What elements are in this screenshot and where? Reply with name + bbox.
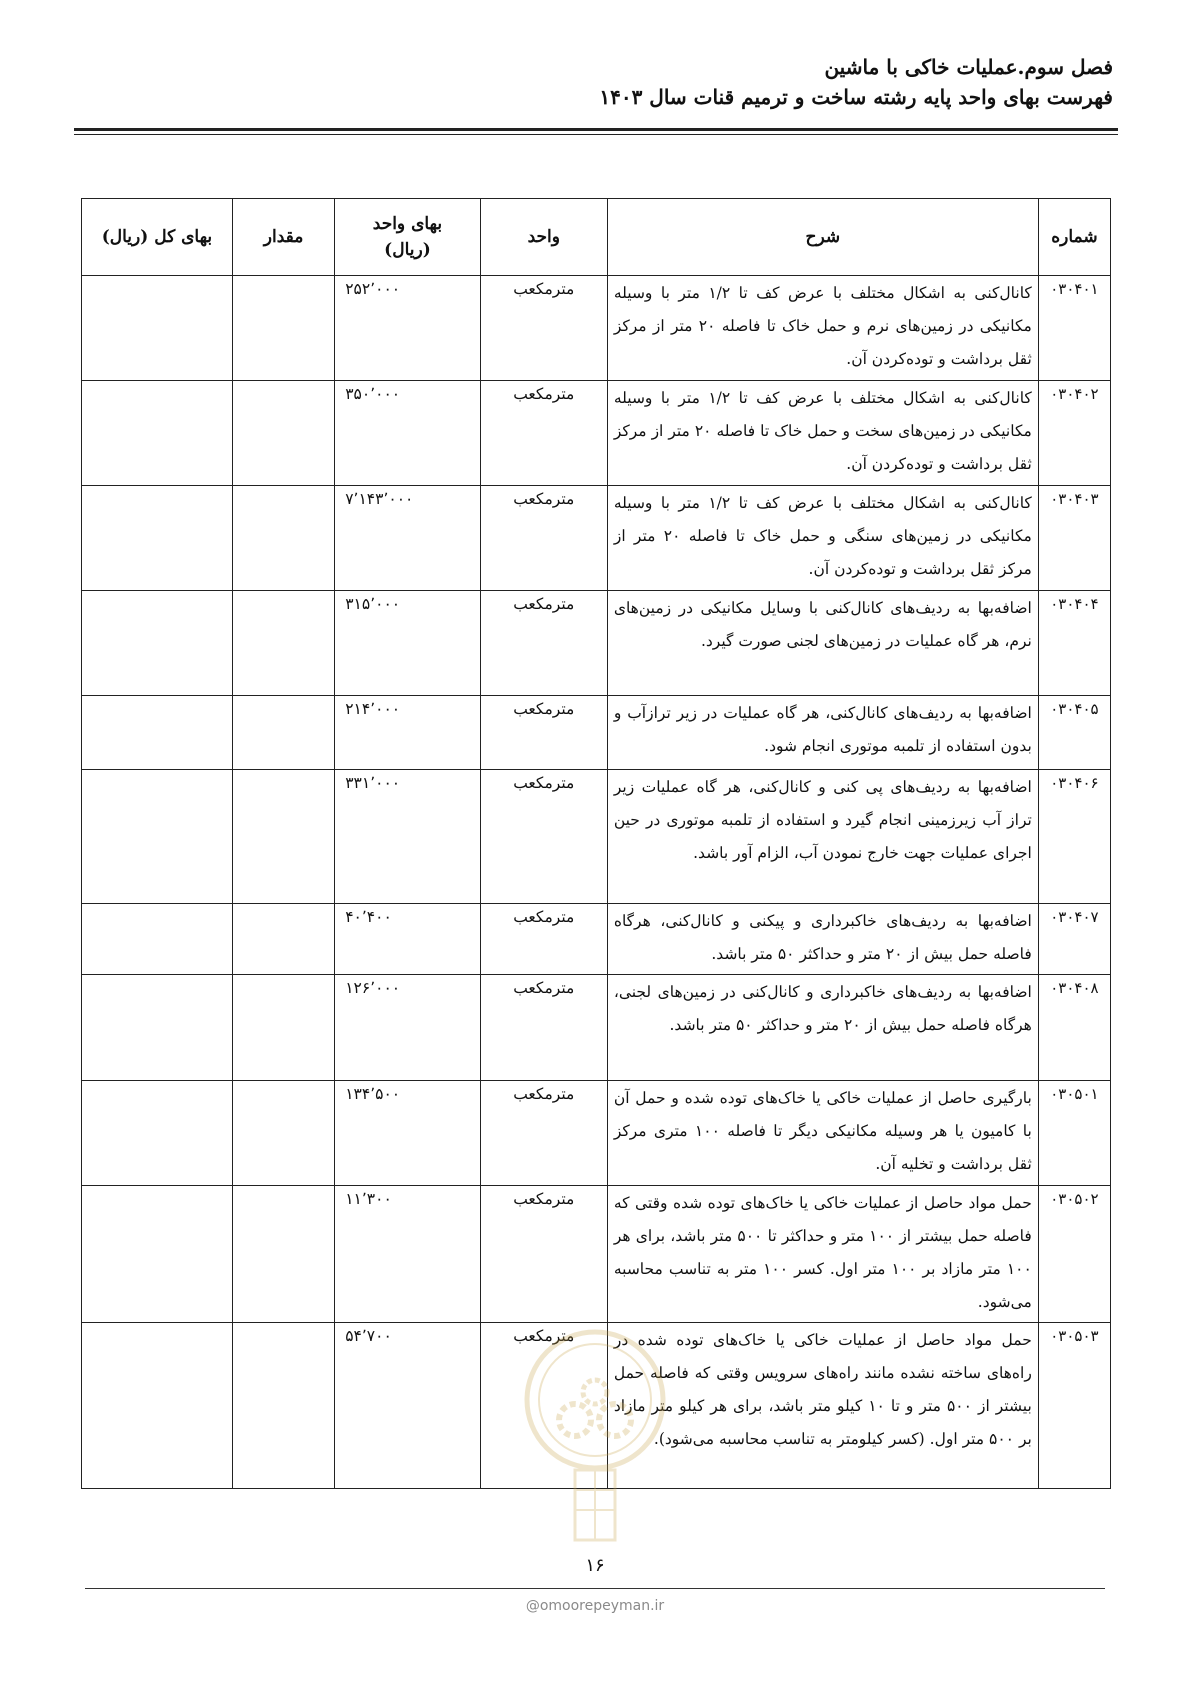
row-code: ۰۳۰۴۰۳ [1038, 486, 1110, 591]
row-description: کانال‌کنی به اشکال مختلف با عرض کف تا ۱/۲ متر با وسیله مکانیکی در زمین‌های سخت و حمل خاک تا فاصله ۲۰ متر از مرکز ثقل برداشت و توده‌کردن آن. [607, 381, 1038, 486]
row-total-price [82, 696, 233, 770]
row-unit-price: ۲۱۴٬۰۰۰ [335, 696, 480, 770]
row-quantity [232, 696, 334, 770]
row-code: ۰۳۰۴۰۸ [1038, 975, 1110, 1081]
page-header [68, 52, 1113, 112]
row-unit-price: ۳۵۰٬۰۰۰ [335, 381, 480, 486]
row-code: ۰۳۰۴۰۴ [1038, 591, 1110, 696]
row-unit: مترمکعب [480, 381, 607, 486]
table-row [82, 975, 1111, 1081]
row-unit-price: ۳۱۵٬۰۰۰ [335, 591, 480, 696]
row-total-price [82, 1186, 233, 1323]
row-description: کانال‌کنی به اشکال مختلف با عرض کف تا ۱/۲ متر با وسیله مکانیکی در زمین‌های نرم و حمل خاک تا فاصله ۲۰ متر از مرکز ثقل برداشت و توده‌کردن آن. [607, 276, 1038, 381]
header-divider-thick [74, 128, 1118, 131]
row-unit: مترمکعب [480, 975, 607, 1081]
row-quantity [232, 904, 334, 975]
row-total-price [82, 486, 233, 591]
header-divider-thin [74, 134, 1118, 135]
row-total-price [82, 276, 233, 381]
row-unit: مترمکعب [480, 904, 607, 975]
row-quantity [232, 1186, 334, 1323]
row-code: ۰۳۰۴۰۱ [1038, 276, 1110, 381]
row-unit: مترمکعب [480, 770, 607, 904]
header-description: شرح [607, 199, 1038, 276]
table-row [82, 696, 1111, 770]
header-code: شماره [1038, 199, 1110, 276]
row-total-price [82, 1323, 233, 1489]
row-unit-price: ۳۳۱٬۰۰۰ [335, 770, 480, 904]
row-unit-price: ۴۰٬۴۰۰ [335, 904, 480, 975]
row-unit: مترمکعب [480, 696, 607, 770]
row-quantity [232, 486, 334, 591]
row-description: اضافه‌بها به ردیف‌های خاکبرداری و پیکنی و کانال‌کنی، هرگاه فاصله حمل بیش از ۲۰ متر و حداکثر ۵۰ متر باشد. [607, 904, 1038, 975]
row-unit: مترمکعب [480, 276, 607, 381]
row-description: اضافه‌بها به ردیف‌های پی کنی و کانال‌کنی، هر گاه عملیات زیر تراز آب زیرزمینی انجام گیرد و استفاده از تلمبه موتوری در حین اجرای عملیات جهت خارج نمودن آب، الزام آور باشد. [607, 770, 1038, 904]
price-table [81, 198, 1111, 1489]
row-total-price [82, 381, 233, 486]
row-unit: مترمکعب [480, 1186, 607, 1323]
row-description: اضافه‌بها به ردیف‌های خاکبرداری و کانال‌کنی در زمین‌های لجنی، هرگاه فاصله حمل بیش از ۲۰ متر و حداکثر ۵۰ متر باشد. [607, 975, 1038, 1081]
table-row [82, 904, 1111, 975]
table-row [82, 770, 1111, 904]
row-unit-price: ۵۴٬۷۰۰ [335, 1323, 480, 1489]
row-quantity [232, 381, 334, 486]
row-unit-price: ۷٬۱۴۳٬۰۰۰ [335, 486, 480, 591]
row-code: ۰۳۰۵۰۱ [1038, 1081, 1110, 1186]
row-unit: مترمکعب [480, 486, 607, 591]
row-unit-price: ۱۳۴٬۵۰۰ [335, 1081, 480, 1186]
row-unit-price: ۱۱٬۳۰۰ [335, 1186, 480, 1323]
row-total-price [82, 975, 233, 1081]
row-code: ۰۳۰۴۰۶ [1038, 770, 1110, 904]
header-unit-price [335, 199, 480, 276]
row-quantity [232, 591, 334, 696]
row-total-price [82, 770, 233, 904]
document-title: فهرست بهای واحد پایه رشته ساخت و ترمیم قنات سال ۱۴۰۳ [599, 85, 1113, 109]
table-row [82, 486, 1111, 591]
table-row [82, 381, 1111, 486]
row-description: حمل مواد حاصل از عملیات خاکی یا خاک‌های توده شده در راه‌های ساخته نشده مانند راه‌های سرویس وقتی که فاصله حمل بیشتر از ۵۰۰ متر و تا ۱۰ کیلو متر باشد، برای هر کیلو متر مازاد بر ۵۰۰ متر اول. (کسر کیلومتر به تناسب محاسبه می‌شود). [607, 1323, 1038, 1489]
row-description: بارگیری حاصل از عملیات خاکی یا خاک‌های توده شده و حمل آن با کامیون یا هر وسیله مکانیکی دیگر تا فاصله ۱۰۰ متری مرکز ثقل برداشت و تخلیه آن. [607, 1081, 1038, 1186]
row-description: کانال‌کنی به اشکال مختلف با عرض کف تا ۱/۲ متر با وسیله مکانیکی در زمین‌های سنگی و حمل خاک تا فاصله ۲۰ متر از مرکز ثقل برداشت و توده‌کردن آن. [607, 486, 1038, 591]
header-unit: واحد [480, 199, 607, 276]
row-code: ۰۳۰۴۰۵ [1038, 696, 1110, 770]
row-quantity [232, 1323, 334, 1489]
row-unit-price: ۱۲۶٬۰۰۰ [335, 975, 480, 1081]
row-code: ۰۳۰۴۰۲ [1038, 381, 1110, 486]
row-quantity [232, 276, 334, 381]
row-quantity [232, 770, 334, 904]
row-code: ۰۳۰۵۰۳ [1038, 1323, 1110, 1489]
row-unit: مترمکعب [480, 1323, 607, 1489]
row-total-price [82, 591, 233, 696]
chapter-title: فصل سوم.عملیات خاکی با ماشین [824, 55, 1113, 79]
row-quantity [232, 975, 334, 1081]
table-row [82, 1323, 1111, 1489]
website-watermark: @omoorepeyman.ir [525, 1598, 665, 1614]
row-description: حمل مواد حاصل از عملیات خاکی یا خاک‌های توده شده وقتی که فاصله حمل بیشتر از ۱۰۰ متر و حداکثر تا ۵۰۰ متر باشد، برای هر ۱۰۰ متر مازاد بر ۱۰۰ متر اول. کسر ۱۰۰ متر به تناسب محاسبه می‌شود. [607, 1186, 1038, 1323]
table-row [82, 1081, 1111, 1186]
footer-divider [85, 1588, 1105, 1589]
row-code: ۰۳۰۴۰۷ [1038, 904, 1110, 975]
header-quantity: مقدار [232, 199, 334, 276]
row-unit: مترمکعب [480, 1081, 607, 1186]
row-unit-price: ۲۵۲٬۰۰۰ [335, 276, 480, 381]
table-row [82, 1186, 1111, 1323]
row-description: اضافه‌بها به ردیف‌های کانال‌کنی، هر گاه عملیات در زیر تراز‌آب و بدون استفاده از تلمبه موتوری انجام شود. [607, 696, 1038, 770]
header-total-price: بهای کل (ریال) [82, 199, 233, 276]
row-description: اضافه‌بها به ردیف‌های کانال‌کنی با وسایل مکانیکی در زمین‌های نرم، هر گاه عملیات در زمین‌های لجنی صورت گیرد. [607, 591, 1038, 696]
table-header-row [82, 199, 1111, 276]
table-row [82, 276, 1111, 381]
row-unit: مترمکعب [480, 591, 607, 696]
row-total-price [82, 1081, 233, 1186]
header-unit-price-label: بهای واحد [372, 214, 443, 234]
row-total-price [82, 904, 233, 975]
page-number: ۱۶ [585, 1555, 605, 1576]
header-unit-price-currency: (ریال) [384, 240, 431, 260]
table-row [82, 591, 1111, 696]
row-quantity [232, 1081, 334, 1186]
row-code: ۰۳۰۵۰۲ [1038, 1186, 1110, 1323]
